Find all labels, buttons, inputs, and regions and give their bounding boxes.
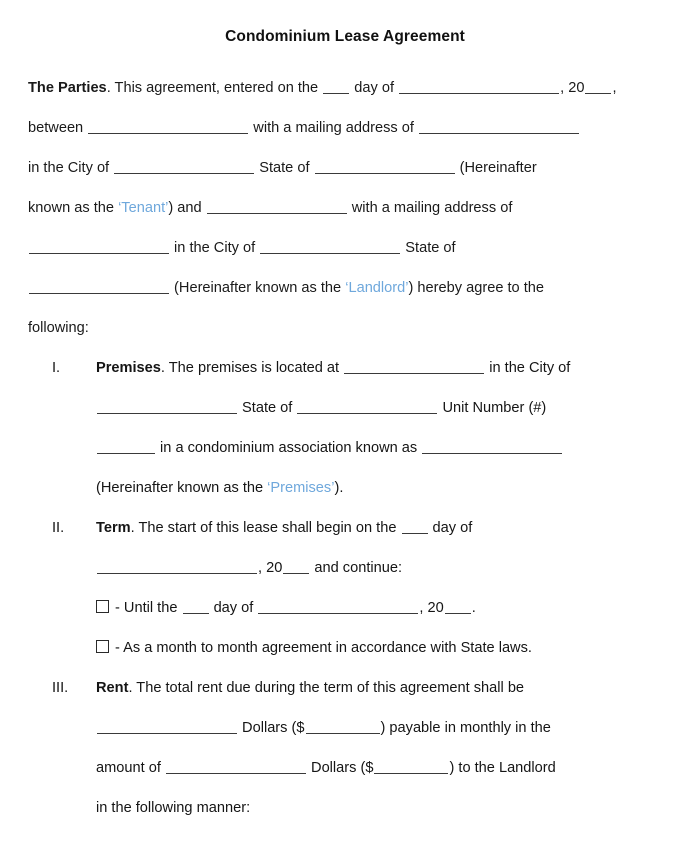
blank-year[interactable] [585, 93, 611, 94]
premises-l1-a: . The premises is located at [160, 360, 344, 376]
term-option-until-mid: day of [209, 600, 258, 616]
section-rent-line-4: in the following manner: [96, 800, 251, 816]
term-l1-a: . The start of this lease shall begin on the [130, 520, 401, 536]
blank-landlord-name[interactable] [207, 213, 347, 214]
blank-landlord-state[interactable] [29, 293, 169, 294]
rent-l3-a: amount of [96, 760, 165, 776]
rent-l2-b: ) payable in monthly in the [380, 720, 551, 736]
section-numeral-2: II. [52, 520, 65, 536]
blank-tenant-name[interactable] [88, 133, 248, 134]
section-rent-heading: Rent [96, 680, 129, 696]
blank-until-day[interactable] [183, 613, 209, 614]
blank-total-rent-amount[interactable] [306, 733, 380, 734]
parties-line-5-a: in the City of [170, 240, 260, 256]
premises-l2-a: State of [238, 400, 297, 416]
parties-line-6-a: (Hereinafter known as the [170, 280, 346, 296]
rent-l3-c: ) to the Landlord [449, 760, 556, 776]
blank-day[interactable] [323, 93, 349, 94]
parties-block [0, 46, 690, 348]
section-numeral-3: III. [52, 680, 69, 696]
section-premises-heading: Premises [96, 360, 161, 376]
parties-line-4 [0, 188, 690, 228]
blank-term-start-year[interactable] [283, 573, 309, 574]
parties-line-2-a: between [28, 120, 88, 136]
term-option-until-tail: . [471, 600, 476, 616]
term-option-until-row[interactable] [0, 588, 690, 628]
premises-l4-b: ). [334, 480, 344, 496]
parties-line-1-a: . This agreement, entered on the [106, 80, 323, 96]
blank-landlord-address[interactable] [29, 253, 169, 254]
parties-line-7: following: [28, 320, 89, 336]
defined-term-landlord: ‘Landlord’ [345, 280, 409, 296]
blank-premises-unit[interactable] [97, 453, 155, 454]
page-title: Condominium Lease Agreement [225, 28, 465, 45]
rent-l3-b: Dollars ($ [306, 760, 374, 776]
section-numeral-1: I. [52, 360, 61, 376]
section-rent-line-1 [0, 668, 690, 708]
section-premises-line-1 [0, 348, 690, 388]
blank-premises-address[interactable] [344, 373, 484, 374]
parties-line-3-c: (Hereinafter [455, 160, 537, 176]
defined-term-tenant: ‘Tenant’ [118, 200, 169, 216]
term-l2-b: and continue: [310, 560, 403, 576]
term-l2-a: , 20 [258, 560, 283, 576]
parties-line-5 [0, 228, 690, 268]
blank-tenant-address[interactable] [419, 133, 579, 134]
parties-line-3 [0, 148, 690, 188]
parties-line-1-c: , 20 [560, 80, 585, 96]
parties-line-4-b: ) and [168, 200, 206, 216]
section-term-line-1 [0, 508, 690, 548]
checkbox-icon-month-to-month[interactable] [96, 640, 109, 653]
parties-line-1 [0, 68, 690, 108]
section-term-line-2 [0, 548, 690, 588]
section-rent-line-3 [0, 748, 690, 788]
term-option-until-prefix: - Until the [115, 600, 182, 616]
section-rent-line-2 [0, 708, 690, 748]
premises-l3-a: in a condominium association known as [156, 440, 422, 456]
blank-tenant-city[interactable] [114, 173, 254, 174]
blank-term-start-month[interactable] [97, 573, 257, 574]
parties-line-3-a: in the City of [28, 160, 114, 176]
blank-premises-state[interactable] [297, 413, 437, 414]
term-option-until-suffix: , 20 [419, 600, 444, 616]
parties-line-6 [0, 268, 690, 308]
blank-tenant-state[interactable] [315, 173, 455, 174]
checkbox-icon-until[interactable] [96, 600, 109, 613]
parties-line-2-b: with a mailing address of [249, 120, 418, 136]
section-premises [0, 348, 690, 508]
parties-line-1-b: day of [350, 80, 399, 96]
parties-heading: The Parties [28, 80, 107, 96]
section-term-heading: Term [96, 520, 131, 536]
parties-line-5-b: State of [401, 240, 456, 256]
rent-l1-a: . The total rent due during the term of this agreement shall be [128, 680, 525, 696]
section-term [0, 508, 690, 668]
term-option-month-to-month-row[interactable] [0, 628, 690, 668]
term-l1-b: day of [428, 520, 473, 536]
section-premises-line-2 [0, 388, 690, 428]
parties-line-6-b: ) hereby agree to the [408, 280, 544, 296]
blank-monthly-rent-words[interactable] [166, 773, 306, 774]
blank-until-month[interactable] [258, 613, 418, 614]
section-rent [0, 668, 690, 828]
blank-until-year[interactable] [445, 613, 471, 614]
parties-line-1-d: , [612, 80, 617, 96]
premises-l2-b: Unit Number (#) [438, 400, 547, 416]
blank-landlord-city[interactable] [260, 253, 400, 254]
premises-l1-b: in the City of [485, 360, 571, 376]
parties-line-2 [0, 108, 690, 148]
blank-total-rent-words[interactable] [97, 733, 237, 734]
blank-premises-association[interactable] [422, 453, 562, 454]
parties-line-4-c: with a mailing address of [347, 200, 513, 216]
rent-l2-a: Dollars ($ [238, 720, 305, 736]
section-premises-line-4 [0, 468, 690, 508]
blank-premises-city[interactable] [97, 413, 237, 414]
parties-line-3-b: State of [255, 160, 314, 176]
premises-l4-a: (Hereinafter known as the [96, 480, 268, 496]
term-option-month-to-month-label: - As a month to month agreement in accordance with State laws. [115, 640, 532, 656]
blank-term-start-day[interactable] [402, 533, 428, 534]
blank-monthly-rent-amount[interactable] [374, 773, 448, 774]
section-premises-line-3 [0, 428, 690, 468]
blank-month[interactable] [399, 93, 559, 94]
defined-term-premises: ‘Premises’ [267, 480, 335, 496]
parties-line-4-a: known as the [28, 200, 119, 216]
